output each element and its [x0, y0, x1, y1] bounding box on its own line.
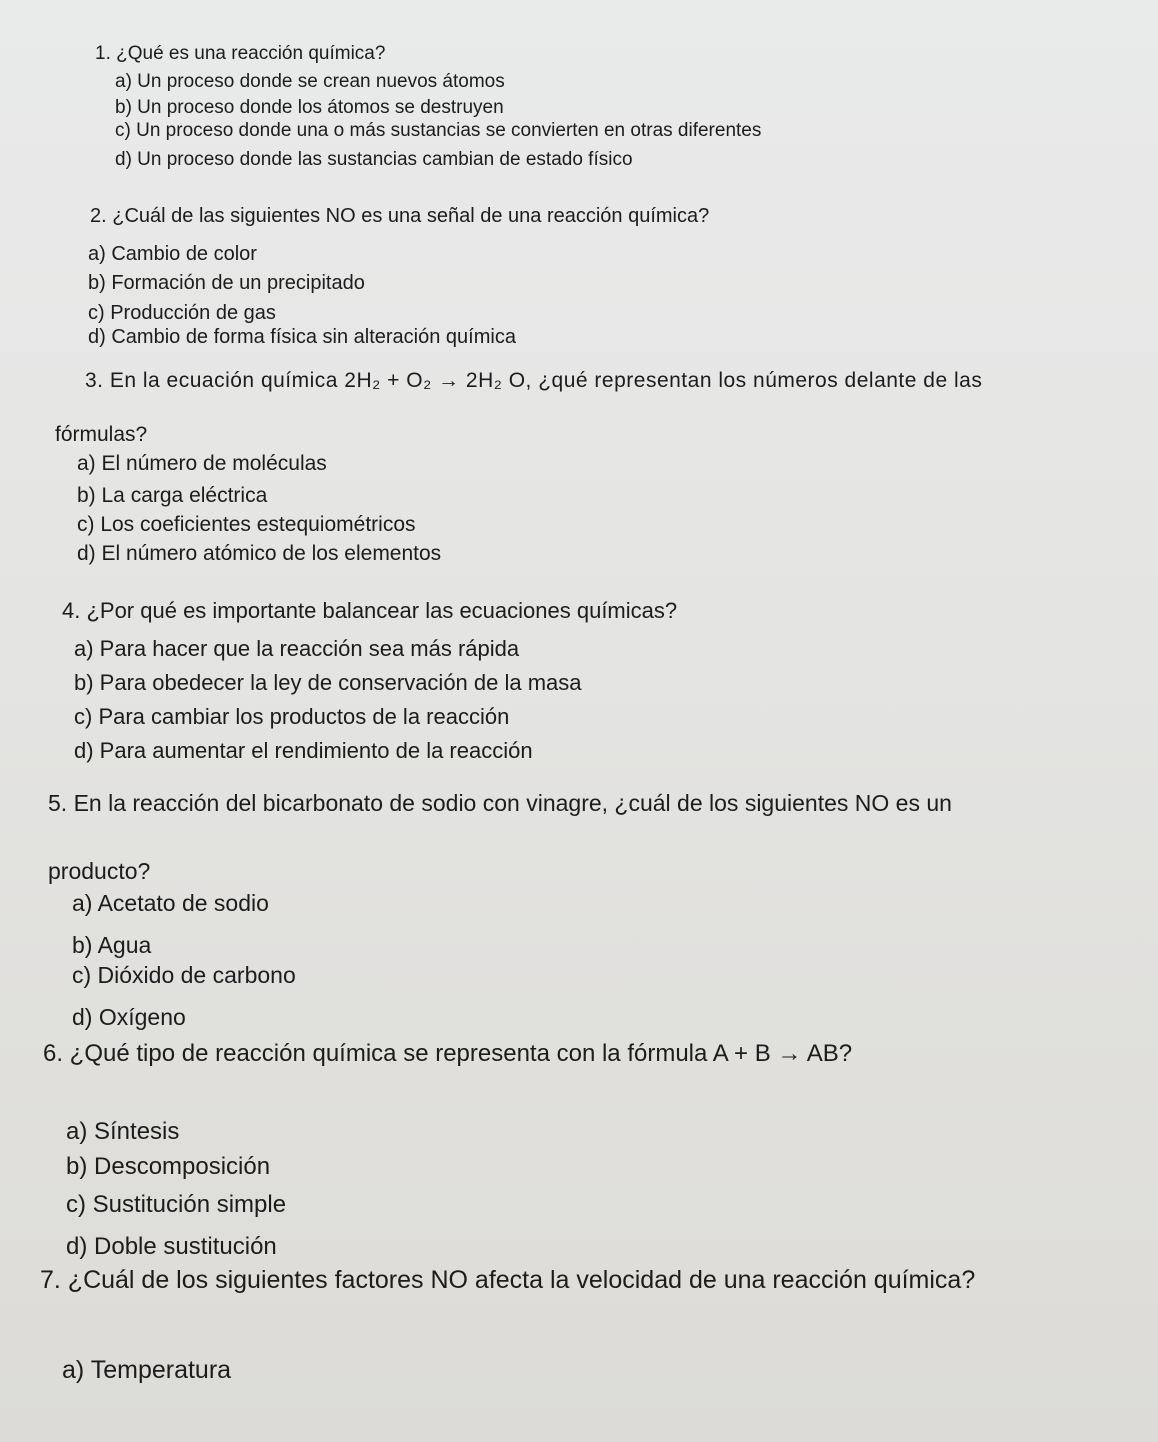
question-6-option-a: a) Síntesis	[66, 1118, 180, 1145]
question-6-option-b: b) Descomposición	[66, 1153, 271, 1180]
question-1-option-c: c) Un proceso donde una o más sustancias se convierten en otras diferentes	[115, 120, 762, 141]
question-2-option-b: b) Formación de un precipitado	[88, 272, 365, 294]
question-2-option-d: d) Cambio de forma física sin alteración química	[88, 326, 516, 348]
question-4-option-b: b) Para obedecer la ley de conservación de la masa	[74, 670, 582, 695]
question-2-option-a: a) Cambio de color	[88, 243, 257, 265]
question-3-option-b: b) La carga eléctrica	[77, 484, 268, 507]
question-7-stem: 7. ¿Cuál de los siguientes factores NO afecta la velocidad de una reacción química?	[40, 1266, 976, 1294]
question-5-stem: 5. En la reacción del bicarbonato de sodio con vinagre, ¿cuál de los siguientes NO es un	[48, 790, 952, 816]
question-5-stem-continued: producto?	[48, 858, 151, 884]
question-3-stem: 3. En la ecuación química 2H₂ + O₂ → 2H₂ O, ¿qué representan los números delante de las	[85, 369, 983, 392]
question-3-stem-continued: fórmulas?	[55, 423, 148, 446]
question-4-option-a: a) Para hacer que la reacción sea más rápida	[74, 636, 520, 661]
question-5-option-d: d) Oxígeno	[72, 1004, 186, 1030]
question-2-stem: 2. ¿Cuál de las siguientes NO es una señal de una reacción química?	[90, 205, 710, 227]
question-6-option-c: c) Sustitución simple	[66, 1191, 287, 1218]
question-5-option-c: c) Dióxido de carbono	[72, 962, 296, 988]
question-6-stem: 6. ¿Qué tipo de reacción química se representa con la fórmula A + B → AB?	[43, 1040, 853, 1067]
question-3-option-c: c) Los coeficientes estequiométricos	[77, 513, 416, 536]
question-5-option-a: a) Acetato de sodio	[72, 890, 269, 916]
question-1-stem: 1. ¿Qué es una reacción química?	[95, 43, 386, 64]
question-1-option-a: a) Un proceso donde se crean nuevos átomos	[115, 71, 505, 92]
question-2-option-c: c) Producción de gas	[88, 302, 276, 324]
question-6-option-d: d) Doble sustitución	[66, 1233, 277, 1260]
question-1-option-d: d) Un proceso donde las sustancias cambian de estado físico	[115, 149, 633, 170]
question-3-option-a: a) El número de moléculas	[77, 452, 327, 475]
question-4-option-c: c) Para cambiar los productos de la reacción	[74, 704, 510, 729]
question-4-option-d: d) Para aumentar el rendimiento de la reacción	[74, 738, 533, 763]
question-3-option-d: d) El número atómico de los elementos	[77, 542, 442, 565]
question-4-stem: 4. ¿Por qué es importante balancear las ecuaciones químicas?	[62, 598, 678, 623]
question-5-option-b: b) Agua	[72, 932, 152, 958]
question-1-option-b: b) Un proceso donde los átomos se destruyen	[115, 97, 504, 118]
question-7-option-a: a) Temperatura	[62, 1356, 232, 1384]
